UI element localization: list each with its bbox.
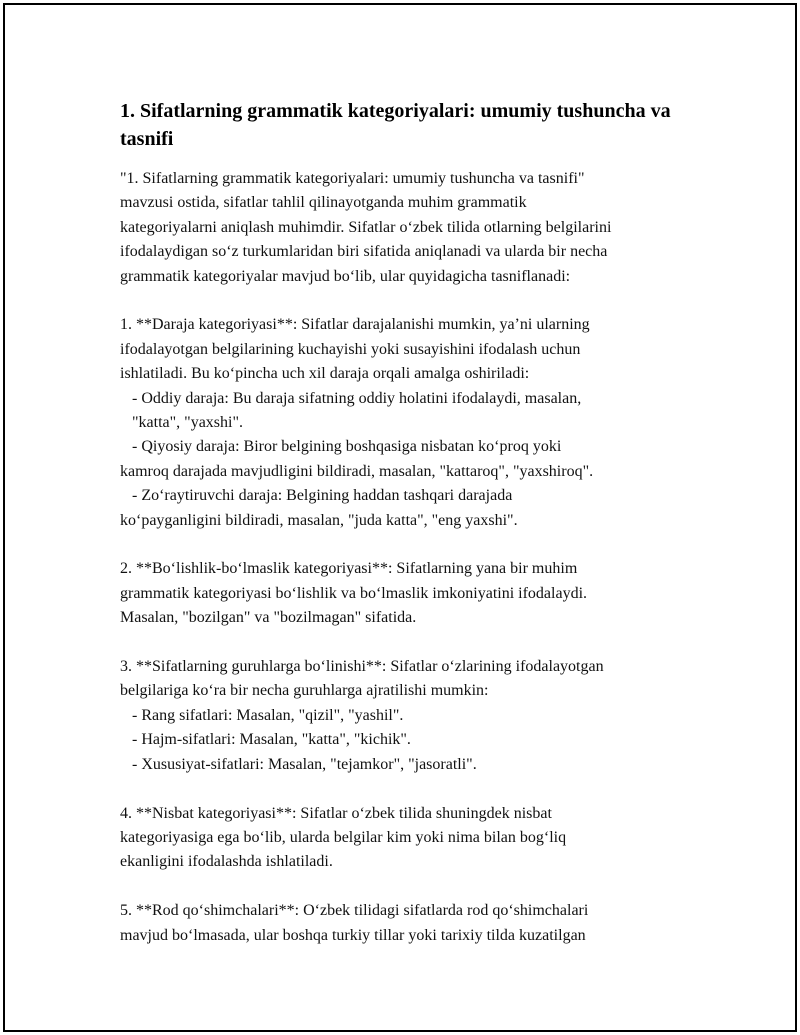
blank-line [120,875,690,899]
text-line: ko‘payganligini bildiradi, masalan, "juda katta", "eng yaxshi". [120,511,518,529]
text-line: - Qiyosiy daraja: Biror belgining boshqasiga nisbatan ko‘proq yoki [120,438,562,456]
blank-line [120,289,690,313]
text-line: ekanligini ifodalashda ishlatiladi. [120,853,333,871]
text-line: 4. **Nisbat kategoriyasi**: Sifatlar o‘zbek tilida shuningdek nisbat [120,804,552,822]
text-line: "1. Sifatlarning grammatik kategoriyalari: umumiy tushuncha va tasnifi" [120,170,585,187]
text-line: Masalan, "bozilgan" va "bozilmagan" sifatida. [120,609,417,627]
text-line: - Zo‘raytiruvchi daraja: Belgining haddan tashqari darajada [120,487,513,505]
text-line: - Hajm-sifatlari: Masalan, "katta", "kichik". [120,731,411,749]
page-title: 1. Sifatlarning grammatik kategoriyalari: umumiy tushuncha va tasnifi [120,100,671,150]
document-body [120,167,690,948]
text-line: - Rang sifatlari: Masalan, "qizil", "yashil". [120,706,404,724]
blank-line [120,533,690,557]
text-line: grammatik kategoriyasi bo‘lishlik va bo‘lmaslik imkoniyatini ifodalaydi. [120,584,588,602]
document-content [120,97,690,948]
text-line: mavjud bo‘lmasada, ular boshqa turkiy tillar yoki tarixiy tilda kuzatilgan [120,926,586,944]
text-line: - Xususiyat-sifatlari: Masalan, "tejamkor", "jasoratli". [120,755,477,773]
text-line: mavzusi ostida, sifatlar tahlil qilinayotganda muhim grammatik [120,194,527,212]
text-line: belgilariga ko‘ra bir necha guruhlarga ajratilishi mumkin: [120,682,489,700]
text-line: ifodalayotgan belgilarining kuchayishi yoki susayishini ifodalash uchun [120,340,581,358]
text-line: "katta", "yaxshi". [120,414,243,432]
text-line: grammatik kategoriyalar mavjud bo‘lib, ular quyidagicha tasniflanadi: [120,267,571,285]
text-line: - Oddiy daraja: Bu daraja sifatning oddiy holatini ifodalaydi, masalan, [120,389,582,407]
text-line: 3. **Sifatlarning guruhlarga bo‘linishi**: Sifatlar o‘zlarining ifodalayotgan [120,658,604,676]
text-line: kamroq darajada mavjudligini bildiradi, masalan, "kattaroq", "yaxshiroq". [120,462,594,480]
text-line: kategoriyasiga ega bo‘lib, ularda belgilar kim yoki nima bilan bog‘liq [120,828,567,846]
text-line: ishlatiladi. Bu ko‘pincha uch xil daraja orqali amalga oshiriladi: [120,365,530,383]
text-line: 2. **Bo‘lishlik-bo‘lmaslik kategoriyasi**: Sifatlarning yana bir muhim [120,560,578,578]
document-page [3,3,797,1032]
text-line: ifodalaydigan so‘z turkumlaridan biri sifatida aniqlanadi va ularda bir necha [120,243,608,261]
blank-line [120,777,690,801]
text-line: 5. **Rod qo‘shimchalari**: O‘zbek tilidagi sifatlarda rod qo‘shimchalari [120,902,589,920]
text-line: 1. **Daraja kategoriyasi**: Sifatlar darajalanishi mumkin, ya’ni ularning [120,316,590,334]
blank-line [120,631,690,655]
text-line: kategoriyalarni aniqlash muhimdir. Sifatlar o‘zbek tilida otlarning belgilarini [120,218,612,236]
